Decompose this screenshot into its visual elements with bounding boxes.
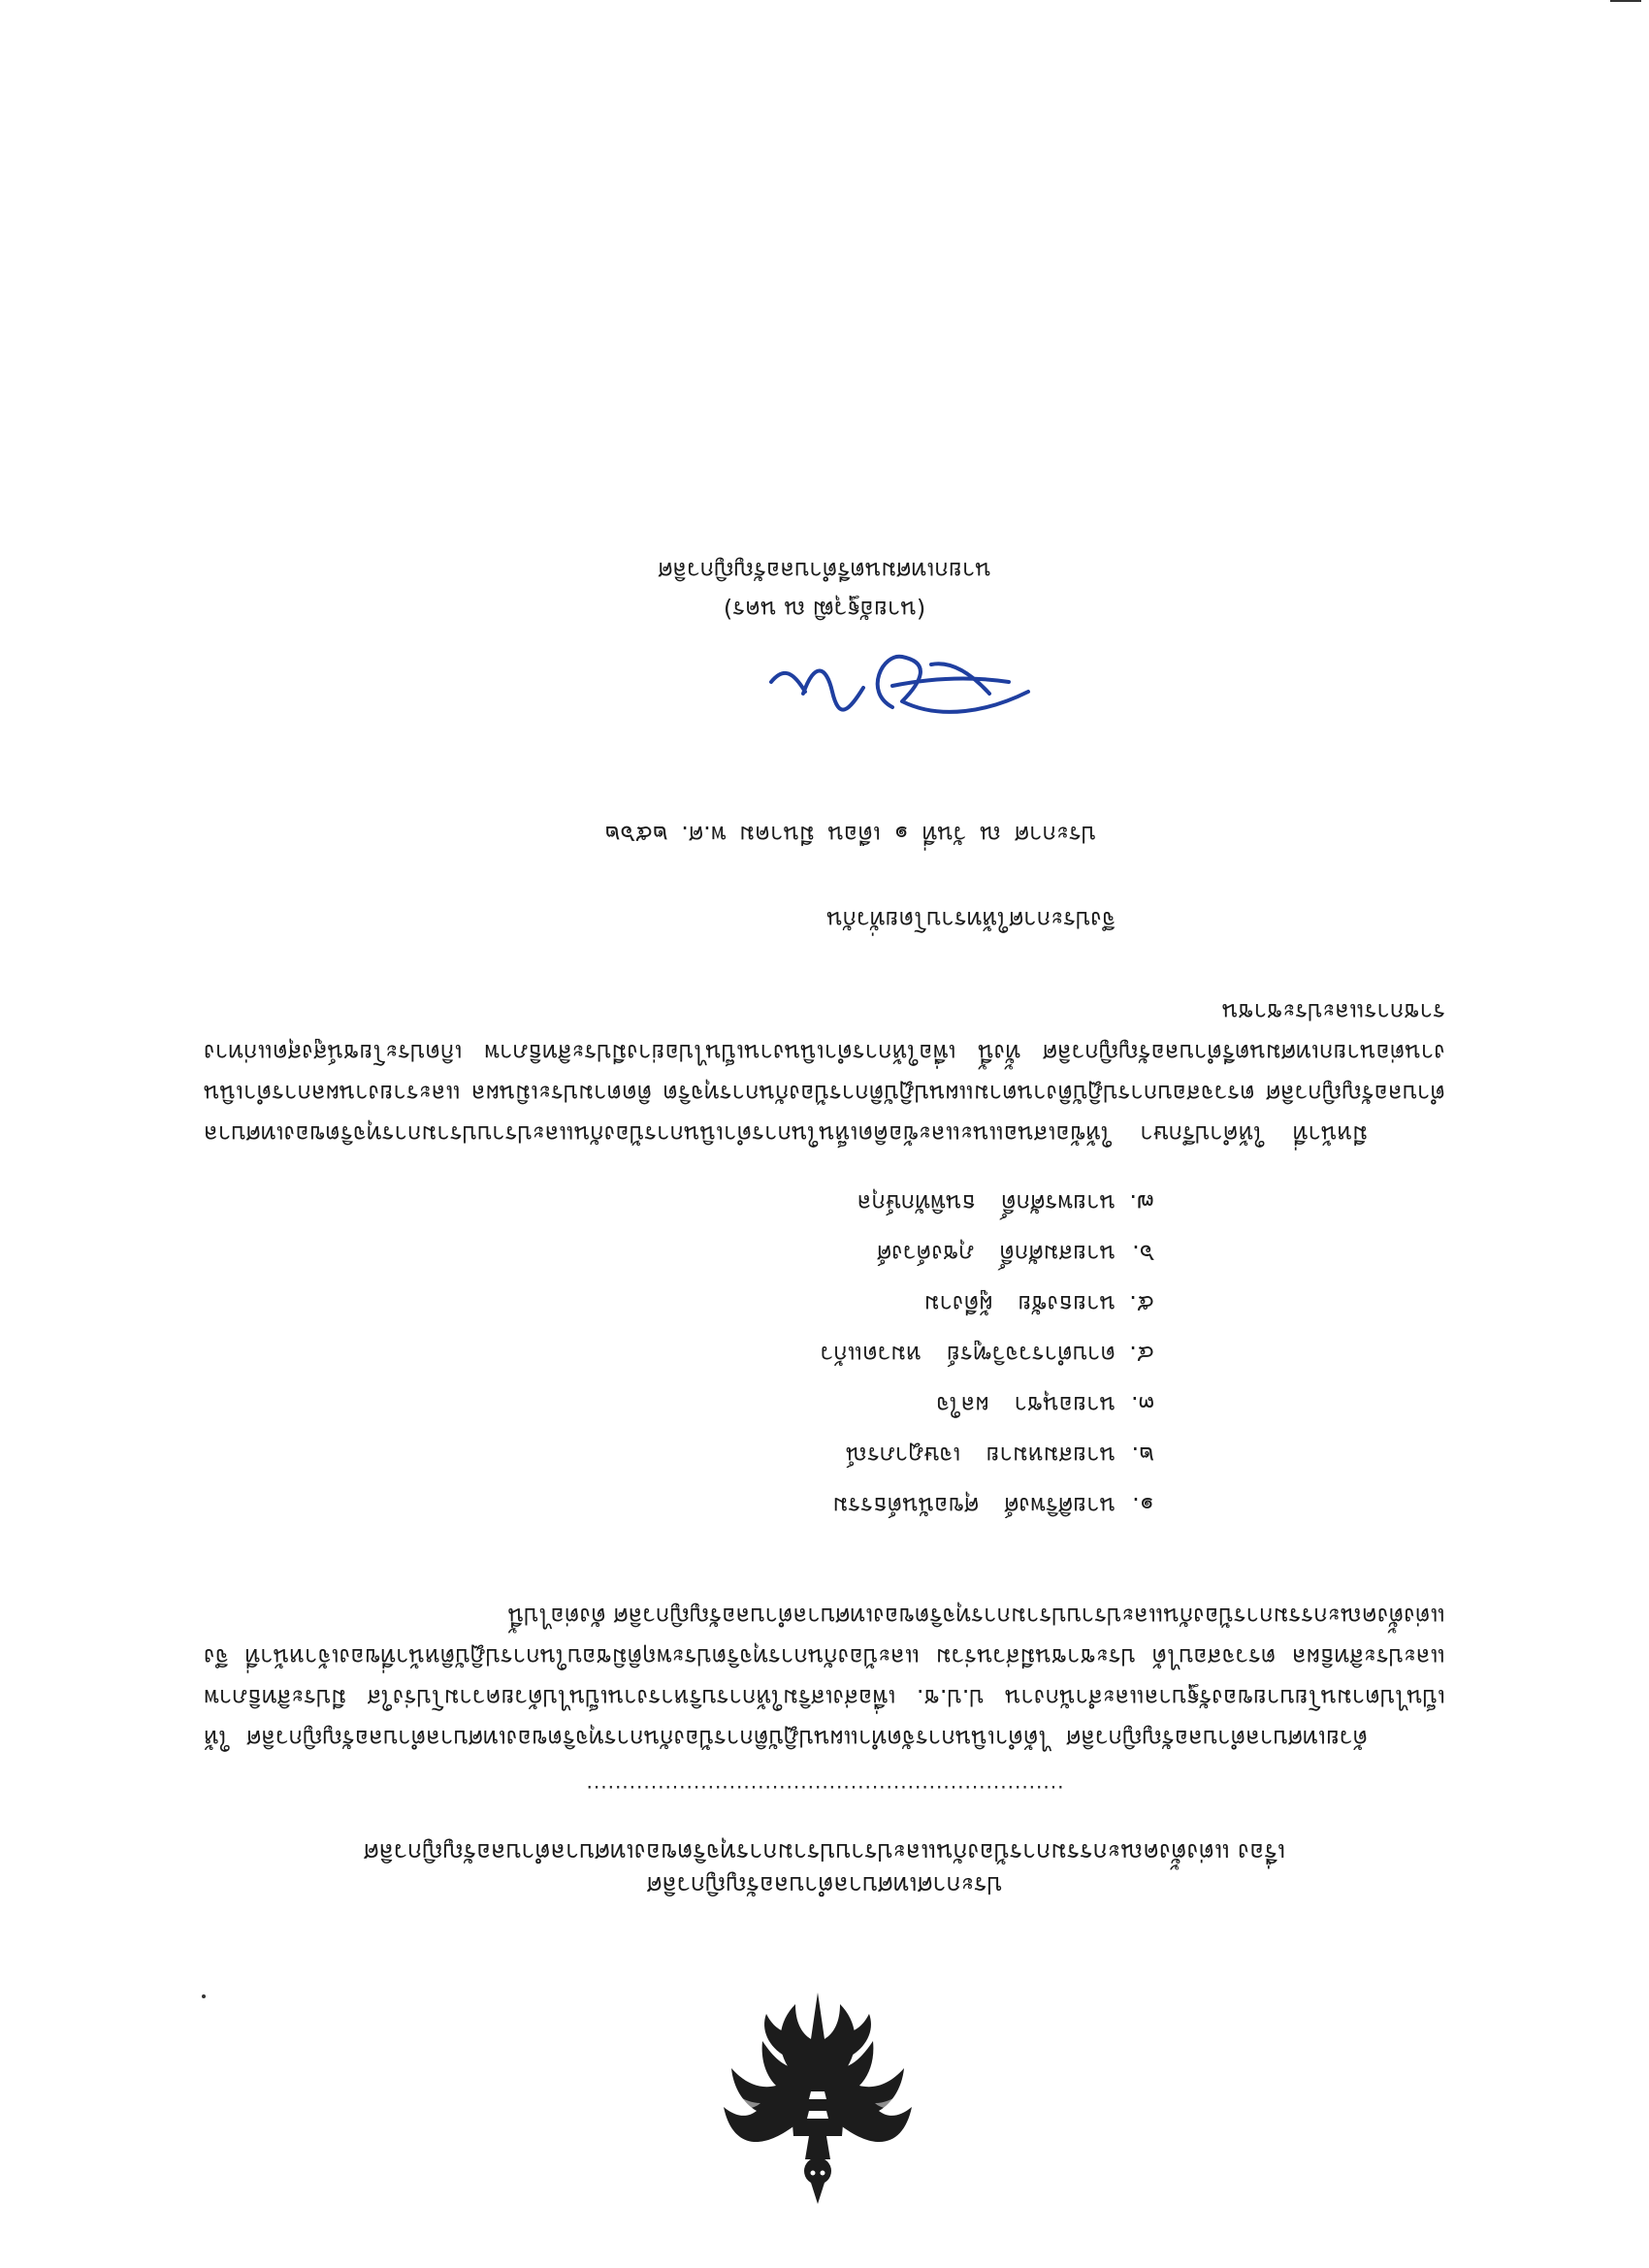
committee-member: ๖.นายสมศักดิ์ภุชงค์วงศ์ (876, 1240, 1154, 1267)
date-line: ประกาศ ณ วันที่ ๑ เดือน มีนาคม พ.ศ. ๒๕๖๒ (604, 821, 1096, 848)
signer-name: (นายอัฐวุฒิ ณ นคร) (723, 596, 926, 623)
signer-block (0, 551, 1649, 629)
garuda-emblem (718, 1987, 918, 2212)
committee-member-list (821, 1178, 1154, 1531)
committee-member: ๒.นายสมหมายเจษฎาภรณ์ (845, 1442, 1154, 1469)
document-subject: เรื่อง แต่งตั้งคณะกรรมการป้องกันและปราบปรามการทุจริตของเทศบาลตำบลอรัญญิกวลิศ (363, 1838, 1286, 1866)
committee-member: ๕.นายธงชัยผู้ดีงาม (923, 1290, 1154, 1317)
separator-line: ................................................................... (585, 1781, 1064, 1804)
announcement-line: จึงประกาศให้ทราบโดยทั่วกัน (826, 906, 1116, 933)
committee-member: ๓.นายอนุชาผลใจ (935, 1391, 1154, 1418)
document-heading (0, 1835, 1649, 1901)
scan-speck (202, 1994, 206, 1998)
document-title: ประกาศเทศบาลตำบลอรัญญิกวลิศ (646, 1871, 1003, 1899)
intro-paragraph: ด้วยเทศบาลตำบลอรัญญิกวลิศ ได้ดำเนินการจัดทำแผนปฏิบัติการป้องกันการทุจริตของเทศบาลตำบลอรัญญิกวลิศ ให้เป็นไปตามนโยบายของรัฐบาลและสำนักงาน ป.ป.ช. เพื่อส่งเสริมให้การบริหารงานเป็นไปด้วยความโปร่งใส มีประสิทธิภาพและประสิทธิผล ตรวจสอบได้ ประชาชนมีส่วนร่วม และป้องกันการทุจริตประพฤติมิชอบในการปฏิบัติหน้าที่ของเจ้าหน้าที่ จึงแต่งตั้งคณะกรรมการป้องกันและปราบปรามการทุจริตของเทศบาลตำบลอรัญญิกวลิศ ดังต่อไปนี้ (204, 1603, 1445, 1752)
committee-member: ๑.นายศิริพงศ์ศุขอนันต์ธรรม (832, 1492, 1154, 1519)
committee-member: ๔.ดาบตำรวจวิฑูรย์หมวดแก้ว (820, 1341, 1154, 1368)
signer-position: นายกเทศมนตรีตำบลอรัญญิกวลิศ (658, 557, 991, 584)
committee-member: ๗.นายพรศักดิ์ธนพิทักษ์กุล (857, 1189, 1154, 1216)
handwritten-signature (757, 624, 1048, 750)
duty-paragraph: มีหน้าที่ ให้คำปรึกษา ให้ข้อเสนอแนะและข้อคิดเห็นในการดำเนินการป้องกันและปราบปรามการทุจริตของเทศบาลตำบลอรัญญิกวลิศ ตรวจสอบการปฏิบัติงานตามแผนปฏิบัติการป้องกันการทุจริต ติดตามประเมินผล และรายงานผลการดำเนินงานต่อนายกเทศมนตรีตำบลอรัญญิกวลิศ ทั้งนี้ เพื่อให้การดำเนินงานเป็นไปอย่างมีประสิทธิภาพ เกิดประโยชน์สูงสุดแก่ทางราชการและประชาชน (204, 998, 1445, 1148)
scan-corner-mark (1610, 0, 1641, 2)
